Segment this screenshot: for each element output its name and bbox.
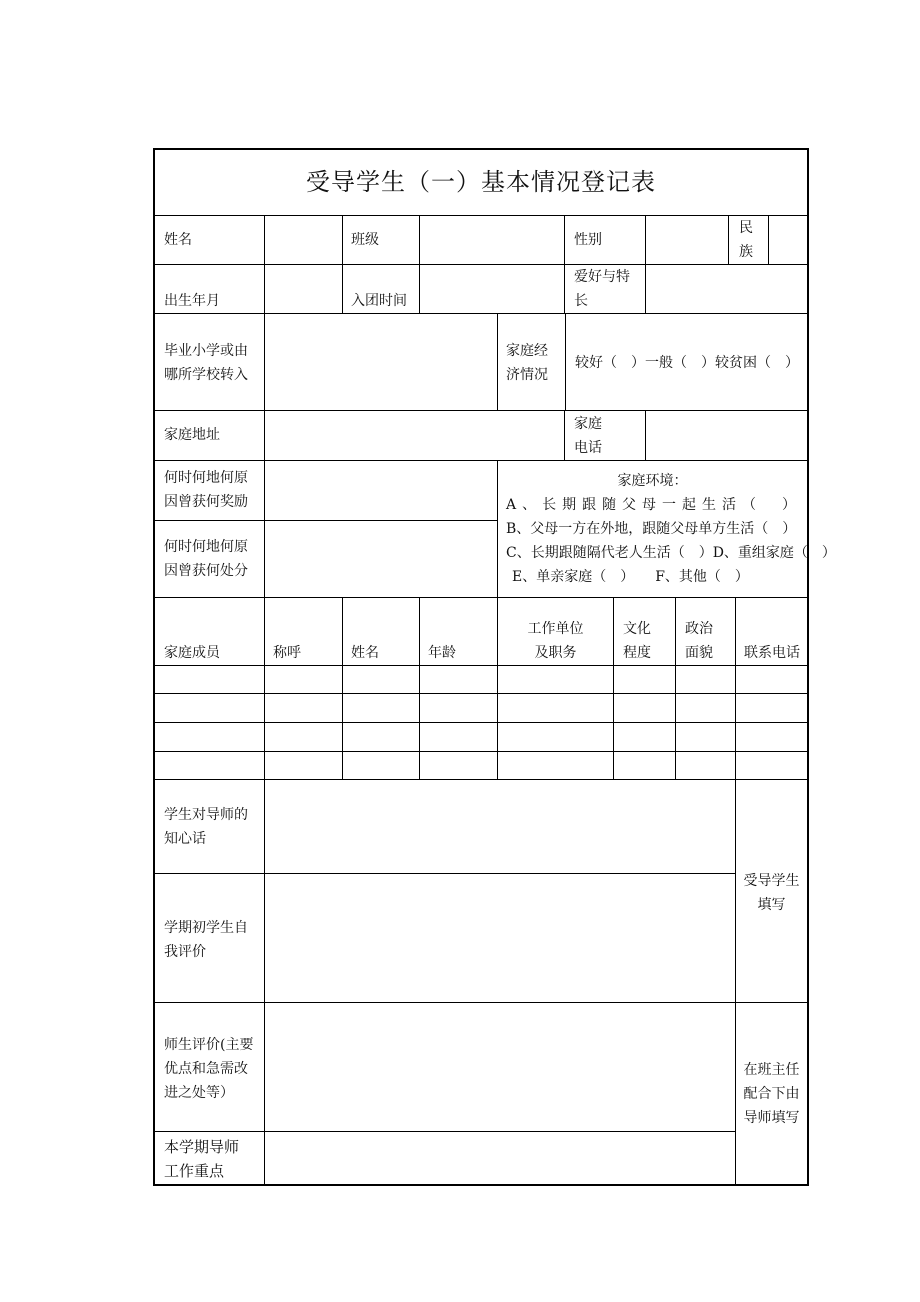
label-teacher-eval-1: 师生评价(主要	[164, 1037, 254, 1053]
label-focus-2: 工作重点	[164, 1162, 225, 1180]
family-header-members: 家庭成员	[164, 645, 220, 661]
label-student-fill-1: 受导学生	[743, 873, 800, 889]
label-student-words-1: 学生对导师的	[164, 807, 248, 823]
label-student-words-2: 知心话	[164, 831, 206, 847]
label-mentor-fill-1: 在班主任	[743, 1062, 800, 1078]
rule-family-c2	[342, 597, 343, 779]
label-punish-1: 何时何地何原	[164, 539, 248, 555]
econ-options: 较好（ ）一般（ ）较贫困（ ）	[575, 355, 799, 371]
label-league-date: 入团时间	[351, 293, 407, 309]
family-header-edu-2: 程度	[623, 645, 651, 661]
family-header-name: 姓名	[351, 645, 379, 661]
rule-teacher-eval-bottom	[155, 1131, 735, 1132]
env-title: 家庭环境：	[617, 473, 688, 489]
rule-words-bottom	[155, 873, 735, 874]
rule-family-row4-bottom	[155, 779, 807, 780]
rule-family-row3-bottom	[155, 751, 807, 752]
label-self-eval-1: 学期初学生自	[164, 920, 248, 936]
label-phone-1: 家庭	[574, 416, 602, 432]
label-phone-2: 电话	[574, 440, 602, 456]
label-school-1: 毕业小学或由	[164, 343, 248, 359]
family-header-work-2: 及职务	[534, 645, 577, 661]
label-self-eval-2: 我评价	[164, 944, 206, 960]
label-mentor-fill-2: 配合下由	[743, 1086, 800, 1102]
rule-row2-bottom	[155, 313, 807, 314]
rule-row4-bottom	[155, 460, 807, 461]
label-ethnicity-1: 民	[739, 220, 753, 236]
label-class: 班级	[351, 232, 379, 248]
rule-family-row2-bottom	[155, 722, 807, 723]
family-header-work-1: 工作单位	[527, 621, 584, 637]
rule-self-eval-bottom	[155, 1002, 807, 1003]
rule-row1-c6	[728, 215, 729, 264]
label-hobby-2: 长	[574, 293, 588, 309]
rule-row12-c4	[564, 215, 565, 313]
rule-row1-c7	[768, 215, 769, 264]
rule-family-c5	[613, 597, 614, 779]
env-option-ef: E、单亲家庭（ ） F、其他（ ）	[512, 569, 749, 585]
env-option-b: B、父母一方在外地，跟随父母单方生活（ ）	[506, 521, 797, 537]
label-teacher-eval-3: 进之处等）	[164, 1085, 234, 1101]
rule-row3-c3	[497, 313, 498, 410]
family-header-pol-2: 面貌	[685, 645, 713, 661]
label-econ-1: 家庭经	[506, 343, 548, 359]
rule-row12-c5	[645, 215, 646, 313]
rule-family-row1-bottom	[155, 693, 807, 694]
rule-family-c6	[675, 597, 676, 779]
family-header-relation: 称呼	[273, 645, 301, 661]
rule-family-header-bottom	[155, 665, 807, 666]
rule-reward-bottom	[155, 520, 497, 521]
rule-label-col	[264, 215, 265, 1184]
label-mentor-fill-3: 导师填写	[743, 1110, 800, 1126]
rule-family-c3	[419, 597, 420, 779]
rule-row12-c2	[342, 215, 343, 313]
label-reward-2: 因曾获何奖励	[164, 494, 248, 510]
rule-title-bottom	[155, 215, 807, 216]
label-focus-1: 本学期导师	[164, 1138, 240, 1156]
rule-row1-bottom	[155, 264, 807, 265]
label-address: 家庭地址	[164, 427, 220, 443]
registration-form	[153, 148, 836, 1186]
form-title: 受导学生（一）基本情况登记表	[306, 168, 656, 196]
label-ethnicity-2: 族	[739, 244, 753, 260]
rule-row3-c4	[565, 313, 566, 410]
family-header-pol-1: 政治	[685, 621, 713, 637]
family-header-age: 年龄	[428, 645, 456, 661]
rule-row5-bottom	[155, 597, 807, 598]
rule-row4-c5	[645, 410, 646, 460]
env-option-cd: C、长期跟随隔代老人生活（ ）D、重组家庭（ ）	[506, 545, 836, 561]
label-gender: 性别	[574, 232, 602, 248]
label-econ-2: 济情况	[506, 367, 548, 383]
label-school-2: 哪所学校转入	[164, 367, 248, 383]
env-option-a: A、长期跟随父母一起生活（ ）	[506, 497, 796, 513]
label-name: 姓名	[164, 232, 192, 248]
label-reward-1: 何时何地何原	[164, 470, 248, 486]
label-teacher-eval-2: 优点和急需改	[164, 1061, 248, 1077]
family-header-edu-1: 文化	[623, 621, 651, 637]
label-punish-2: 因曾获何处分	[164, 563, 248, 579]
rule-row3-bottom	[155, 410, 807, 411]
label-birth: 出生年月	[164, 293, 220, 309]
family-header-phone: 联系电话	[744, 645, 800, 661]
label-student-fill-2: 填写	[757, 897, 786, 913]
rule-row4-c4	[564, 410, 565, 460]
label-hobby-1: 爱好与特	[574, 269, 630, 285]
rule-row12-c3	[419, 215, 420, 313]
